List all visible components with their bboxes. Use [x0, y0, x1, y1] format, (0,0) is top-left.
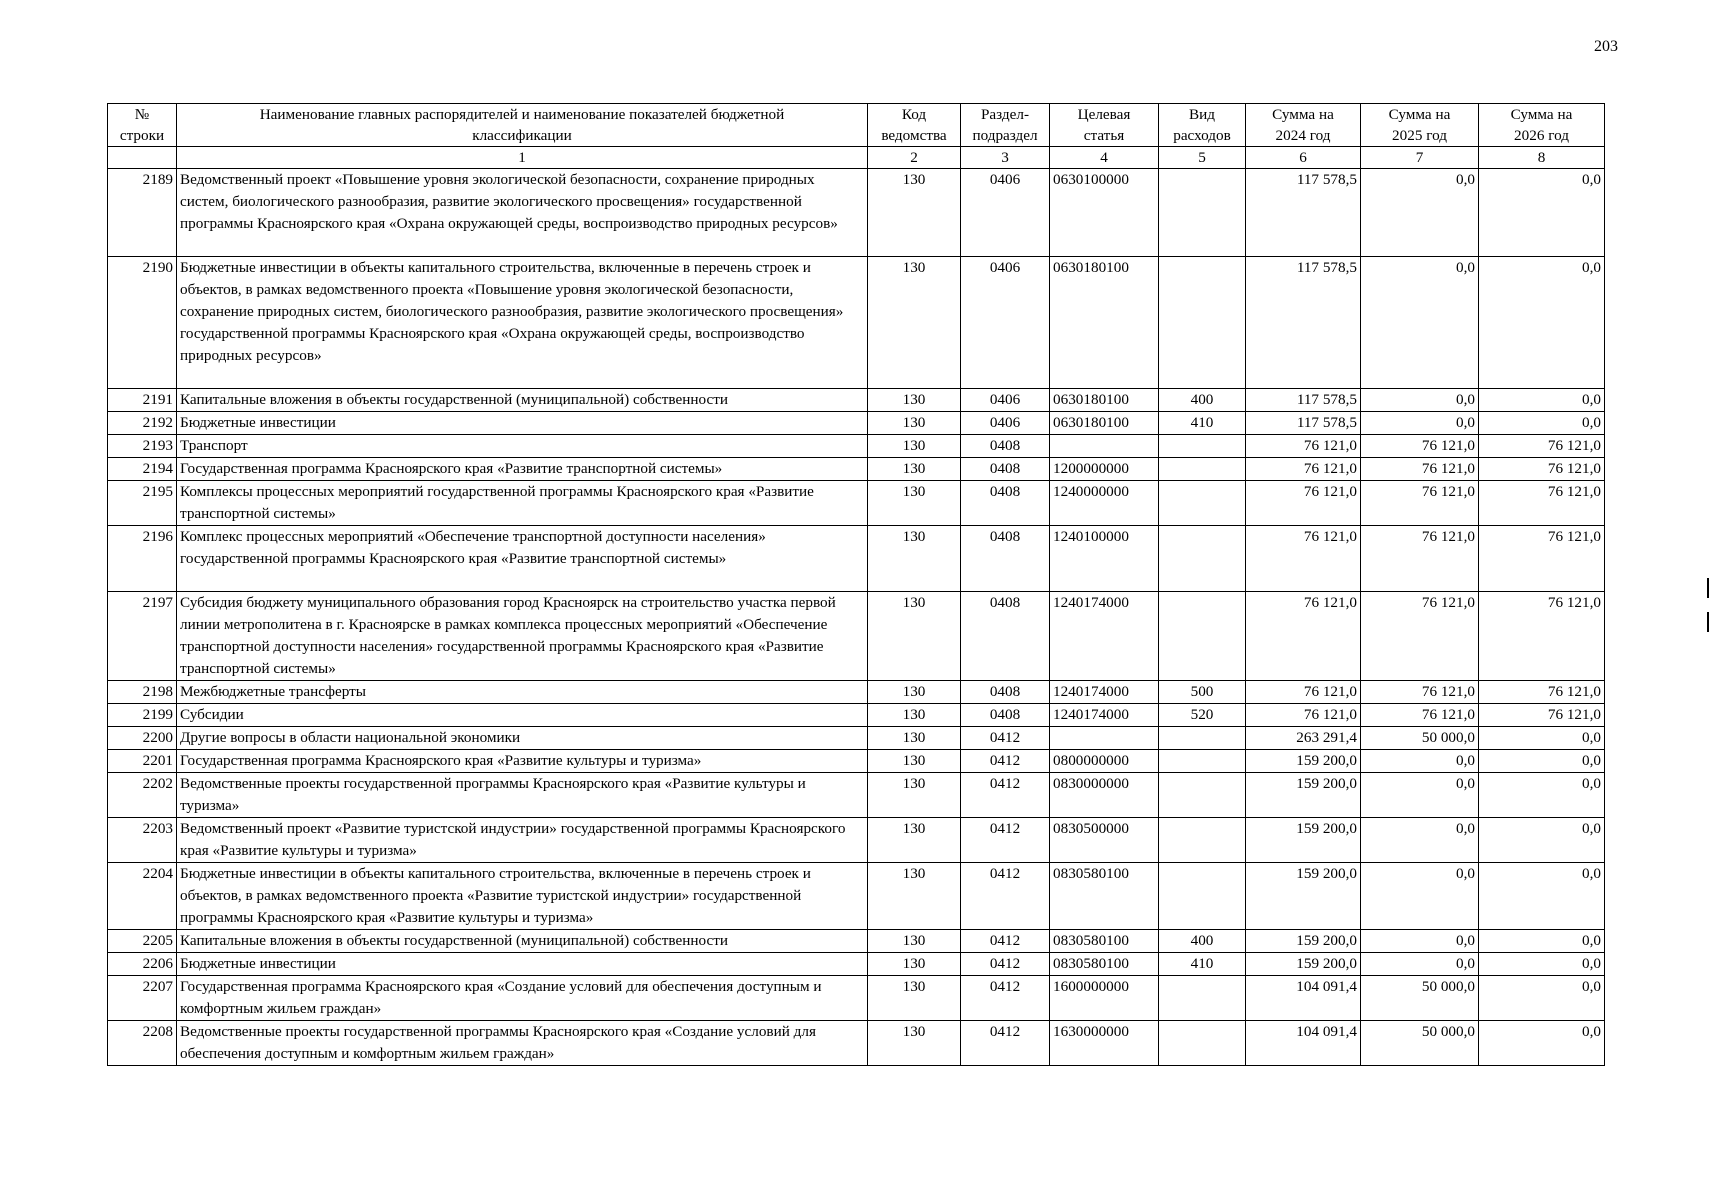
row-number: 2190 [108, 257, 177, 389]
row-number: 2191 [108, 389, 177, 412]
sum-2024: 117 578,5 [1246, 389, 1361, 412]
sum-2026: 76 121,0 [1479, 435, 1605, 458]
expense-kind: 400 [1159, 930, 1246, 953]
row-name: Бюджетные инвестиции в объекты капитального строительства, включенные в перечень строек и объектов, в рамках ведомственного проекта «Повышение уровня экологической безопасности, сохранение природных систем, биологического разнообразия, развитие экологического просвещения» государственной программы Красноярского края «Охрана окружающей среды, воспроизводство природных ресурсов» [177, 257, 868, 389]
expense-kind: 500 [1159, 681, 1246, 704]
row-number: 2208 [108, 1021, 177, 1066]
row-number: 2192 [108, 412, 177, 435]
section-code: 0412 [961, 953, 1050, 976]
header-sum-2024: Сумма на 2024 год [1246, 104, 1361, 147]
row-name: Государственная программа Красноярского края «Создание условий для обеспечения доступным и комфортным жильем граждан» [177, 976, 868, 1021]
table-row [108, 481, 1605, 526]
sum-2026: 0,0 [1479, 976, 1605, 1021]
sum-2024: 159 200,0 [1246, 750, 1361, 773]
department-code: 130 [868, 681, 961, 704]
sum-2025: 0,0 [1361, 930, 1479, 953]
table-row [108, 704, 1605, 727]
table-row [108, 953, 1605, 976]
target-article: 1240174000 [1050, 704, 1159, 727]
table-row [108, 773, 1605, 818]
row-number: 2201 [108, 750, 177, 773]
row-number: 2207 [108, 976, 177, 1021]
department-code: 130 [868, 704, 961, 727]
section-code: 0408 [961, 681, 1050, 704]
sum-2024: 76 121,0 [1246, 481, 1361, 526]
expense-kind [1159, 750, 1246, 773]
sum-2025: 76 121,0 [1361, 435, 1479, 458]
table-row [108, 750, 1605, 773]
row-number: 2193 [108, 435, 177, 458]
row-name: Субсидии [177, 704, 868, 727]
sum-2026: 76 121,0 [1479, 458, 1605, 481]
section-code: 0408 [961, 458, 1050, 481]
target-article: 1240174000 [1050, 681, 1159, 704]
row-name: Ведомственные проекты государственной программы Красноярского края «Развитие культуры и туризма» [177, 773, 868, 818]
section-code: 0412 [961, 750, 1050, 773]
row-name: Субсидия бюджету муниципального образования город Красноярск на строительство участка первой линии метрополитена в г. Красноярске в рамках комплекса процессных мероприятий «Обеспечение транспортной доступности населения» государственной программы Красноярского края «Развитие транспортной системы» [177, 592, 868, 681]
header-code: Код ведомства [868, 104, 961, 147]
department-code: 130 [868, 458, 961, 481]
header-name: Наименование главных распорядителей и наименование показателей бюджетной классификации [177, 104, 868, 147]
table-row [108, 818, 1605, 863]
sum-2026: 0,0 [1479, 257, 1605, 389]
section-code: 0406 [961, 389, 1050, 412]
target-article: 0830000000 [1050, 773, 1159, 818]
department-code: 130 [868, 863, 961, 930]
column-number: 1 [177, 147, 868, 169]
sum-2024: 159 200,0 [1246, 773, 1361, 818]
section-code: 0408 [961, 481, 1050, 526]
department-code: 130 [868, 592, 961, 681]
row-number: 2197 [108, 592, 177, 681]
department-code: 130 [868, 930, 961, 953]
row-number: 2198 [108, 681, 177, 704]
sum-2026: 0,0 [1479, 953, 1605, 976]
sum-2024: 117 578,5 [1246, 257, 1361, 389]
row-name: Комплекс процессных мероприятий «Обеспечение транспортной доступности населения» государственной программы Красноярского края «Развитие транспортной системы» [177, 526, 868, 592]
row-name: Ведомственный проект «Развитие туристской индустрии» государственной программы Красноярского края «Развитие культуры и туризма» [177, 818, 868, 863]
sum-2025: 50 000,0 [1361, 1021, 1479, 1066]
header-sum-2025: Сумма на 2025 год [1361, 104, 1479, 147]
target-article: 0630180100 [1050, 389, 1159, 412]
row-name: Капитальные вложения в объекты государственной (муниципальной) собственности [177, 930, 868, 953]
target-article: 1600000000 [1050, 976, 1159, 1021]
row-number: 2203 [108, 818, 177, 863]
expense-kind [1159, 481, 1246, 526]
target-article [1050, 727, 1159, 750]
sum-2026: 0,0 [1479, 412, 1605, 435]
target-article: 1240174000 [1050, 592, 1159, 681]
section-code: 0406 [961, 412, 1050, 435]
budget-table [107, 103, 1605, 1066]
section-code: 0408 [961, 526, 1050, 592]
row-number: 2204 [108, 863, 177, 930]
sum-2025: 50 000,0 [1361, 976, 1479, 1021]
expense-kind [1159, 727, 1246, 750]
column-number [108, 147, 177, 169]
sum-2026: 76 121,0 [1479, 704, 1605, 727]
expense-kind [1159, 435, 1246, 458]
department-code: 130 [868, 750, 961, 773]
sum-2026: 0,0 [1479, 863, 1605, 930]
table-row [108, 389, 1605, 412]
department-code: 130 [868, 257, 961, 389]
row-name: Межбюджетные трансферты [177, 681, 868, 704]
table-row [108, 412, 1605, 435]
row-number: 2195 [108, 481, 177, 526]
sum-2024: 76 121,0 [1246, 592, 1361, 681]
row-number: 2206 [108, 953, 177, 976]
expense-kind: 520 [1159, 704, 1246, 727]
expense-kind: 410 [1159, 953, 1246, 976]
section-code: 0412 [961, 727, 1050, 750]
target-article: 0800000000 [1050, 750, 1159, 773]
row-number: 2202 [108, 773, 177, 818]
expense-kind [1159, 526, 1246, 592]
section-code: 0406 [961, 257, 1050, 389]
expense-kind [1159, 976, 1246, 1021]
row-name: Бюджетные инвестиции в объекты капитального строительства, включенные в перечень строек и объектов, в рамках ведомственного проекта «Развитие туристской индустрии» государственной программы Красноярского края «Развитие культуры и туризма» [177, 863, 868, 930]
sum-2024: 159 200,0 [1246, 953, 1361, 976]
sum-2026: 0,0 [1479, 727, 1605, 750]
section-code: 0412 [961, 1021, 1050, 1066]
column-number: 8 [1479, 147, 1605, 169]
expense-kind [1159, 863, 1246, 930]
sum-2025: 50 000,0 [1361, 727, 1479, 750]
table-row [108, 930, 1605, 953]
row-name: Государственная программа Красноярского края «Развитие транспортной системы» [177, 458, 868, 481]
row-number: 2196 [108, 526, 177, 592]
sum-2024: 76 121,0 [1246, 435, 1361, 458]
section-code: 0408 [961, 435, 1050, 458]
header-num: № строки [108, 104, 177, 147]
table-row [108, 727, 1605, 750]
sum-2025: 0,0 [1361, 773, 1479, 818]
table-row [108, 435, 1605, 458]
sum-2026: 76 121,0 [1479, 681, 1605, 704]
row-name: Бюджетные инвестиции [177, 953, 868, 976]
expense-kind [1159, 458, 1246, 481]
table-row [108, 458, 1605, 481]
target-article: 0830580100 [1050, 863, 1159, 930]
department-code: 130 [868, 169, 961, 257]
sum-2026: 76 121,0 [1479, 526, 1605, 592]
sum-2024: 76 121,0 [1246, 704, 1361, 727]
sum-2026: 0,0 [1479, 750, 1605, 773]
sum-2024: 263 291,4 [1246, 727, 1361, 750]
page-number: 203 [1594, 38, 1618, 55]
sum-2024: 76 121,0 [1246, 458, 1361, 481]
sum-2025: 0,0 [1361, 257, 1479, 389]
row-number: 2205 [108, 930, 177, 953]
target-article: 0830500000 [1050, 818, 1159, 863]
target-article: 1240000000 [1050, 481, 1159, 526]
column-number: 4 [1050, 147, 1159, 169]
expense-kind: 400 [1159, 389, 1246, 412]
row-number: 2199 [108, 704, 177, 727]
sum-2025: 76 121,0 [1361, 704, 1479, 727]
header-row [108, 104, 1605, 147]
row-name: Государственная программа Красноярского края «Развитие культуры и туризма» [177, 750, 868, 773]
sum-2025: 0,0 [1361, 863, 1479, 930]
target-article: 1240100000 [1050, 526, 1159, 592]
table-row [108, 1021, 1605, 1066]
table-row [108, 863, 1605, 930]
table-row [108, 169, 1605, 257]
margin-mark [1707, 612, 1709, 632]
department-code: 130 [868, 435, 961, 458]
table-row [108, 976, 1605, 1021]
target-article: 0630180100 [1050, 257, 1159, 389]
header-article: Целевая статья [1050, 104, 1159, 147]
department-code: 130 [868, 727, 961, 750]
section-code: 0408 [961, 704, 1050, 727]
sum-2024: 117 578,5 [1246, 169, 1361, 257]
department-code: 130 [868, 481, 961, 526]
sum-2025: 76 121,0 [1361, 458, 1479, 481]
sum-2026: 0,0 [1479, 1021, 1605, 1066]
expense-kind: 410 [1159, 412, 1246, 435]
expense-kind [1159, 592, 1246, 681]
sum-2026: 0,0 [1479, 773, 1605, 818]
department-code: 130 [868, 976, 961, 1021]
section-code: 0412 [961, 976, 1050, 1021]
row-name: Бюджетные инвестиции [177, 412, 868, 435]
sum-2026: 76 121,0 [1479, 592, 1605, 681]
sum-2026: 0,0 [1479, 930, 1605, 953]
section-code: 0412 [961, 773, 1050, 818]
section-code: 0412 [961, 863, 1050, 930]
department-code: 130 [868, 773, 961, 818]
sum-2025: 76 121,0 [1361, 681, 1479, 704]
sum-2025: 0,0 [1361, 169, 1479, 257]
row-number: 2194 [108, 458, 177, 481]
column-number-row [108, 147, 1605, 169]
sum-2026: 0,0 [1479, 169, 1605, 257]
sum-2024: 159 200,0 [1246, 863, 1361, 930]
row-name: Комплексы процессных мероприятий государственной программы Красноярского края «Развитие транспортной системы» [177, 481, 868, 526]
target-article: 0830580100 [1050, 953, 1159, 976]
header-section: Раздел- подраздел [961, 104, 1050, 147]
department-code: 130 [868, 412, 961, 435]
sum-2025: 76 121,0 [1361, 592, 1479, 681]
header-kind: Вид расходов [1159, 104, 1246, 147]
target-article: 0630100000 [1050, 169, 1159, 257]
sum-2024: 117 578,5 [1246, 412, 1361, 435]
column-number: 2 [868, 147, 961, 169]
sum-2025: 0,0 [1361, 818, 1479, 863]
sum-2024: 104 091,4 [1246, 1021, 1361, 1066]
section-code: 0408 [961, 592, 1050, 681]
table-row [108, 592, 1605, 681]
target-article: 1630000000 [1050, 1021, 1159, 1066]
sum-2025: 76 121,0 [1361, 481, 1479, 526]
expense-kind [1159, 773, 1246, 818]
sum-2025: 0,0 [1361, 412, 1479, 435]
target-article: 0630180100 [1050, 412, 1159, 435]
sum-2024: 159 200,0 [1246, 930, 1361, 953]
row-name: Ведомственный проект «Повышение уровня экологической безопасности, сохранение природных систем, биологического разнообразия, развитие экологического просвещения» государственной программы Красноярского края «Охрана окружающей среды, воспроизводство природных ресурсов» [177, 169, 868, 257]
row-name: Транспорт [177, 435, 868, 458]
department-code: 130 [868, 818, 961, 863]
row-name: Капитальные вложения в объекты государственной (муниципальной) собственности [177, 389, 868, 412]
sum-2024: 76 121,0 [1246, 526, 1361, 592]
sum-2025: 76 121,0 [1361, 526, 1479, 592]
table-row [108, 526, 1605, 592]
section-code: 0412 [961, 930, 1050, 953]
sum-2025: 0,0 [1361, 389, 1479, 412]
expense-kind [1159, 169, 1246, 257]
expense-kind [1159, 818, 1246, 863]
margin-mark [1707, 578, 1709, 598]
sum-2024: 159 200,0 [1246, 818, 1361, 863]
section-code: 0412 [961, 818, 1050, 863]
sum-2024: 76 121,0 [1246, 681, 1361, 704]
target-article [1050, 435, 1159, 458]
table-row [108, 257, 1605, 389]
expense-kind [1159, 1021, 1246, 1066]
department-code: 130 [868, 953, 961, 976]
section-code: 0406 [961, 169, 1050, 257]
column-number: 5 [1159, 147, 1246, 169]
row-number: 2200 [108, 727, 177, 750]
target-article: 1200000000 [1050, 458, 1159, 481]
sum-2026: 0,0 [1479, 818, 1605, 863]
expense-kind [1159, 257, 1246, 389]
sum-2026: 0,0 [1479, 389, 1605, 412]
table-row [108, 681, 1605, 704]
sum-2024: 104 091,4 [1246, 976, 1361, 1021]
column-number: 3 [961, 147, 1050, 169]
target-article: 0830580100 [1050, 930, 1159, 953]
header-sum-2026: Сумма на 2026 год [1479, 104, 1605, 147]
department-code: 130 [868, 526, 961, 592]
column-number: 7 [1361, 147, 1479, 169]
column-number: 6 [1246, 147, 1361, 169]
row-name: Ведомственные проекты государственной программы Красноярского края «Создание условий для обеспечения доступным и комфортным жильем граждан» [177, 1021, 868, 1066]
row-name: Другие вопросы в области национальной экономики [177, 727, 868, 750]
department-code: 130 [868, 1021, 961, 1066]
row-number: 2189 [108, 169, 177, 257]
department-code: 130 [868, 389, 961, 412]
sum-2026: 76 121,0 [1479, 481, 1605, 526]
sum-2025: 0,0 [1361, 750, 1479, 773]
sum-2025: 0,0 [1361, 953, 1479, 976]
